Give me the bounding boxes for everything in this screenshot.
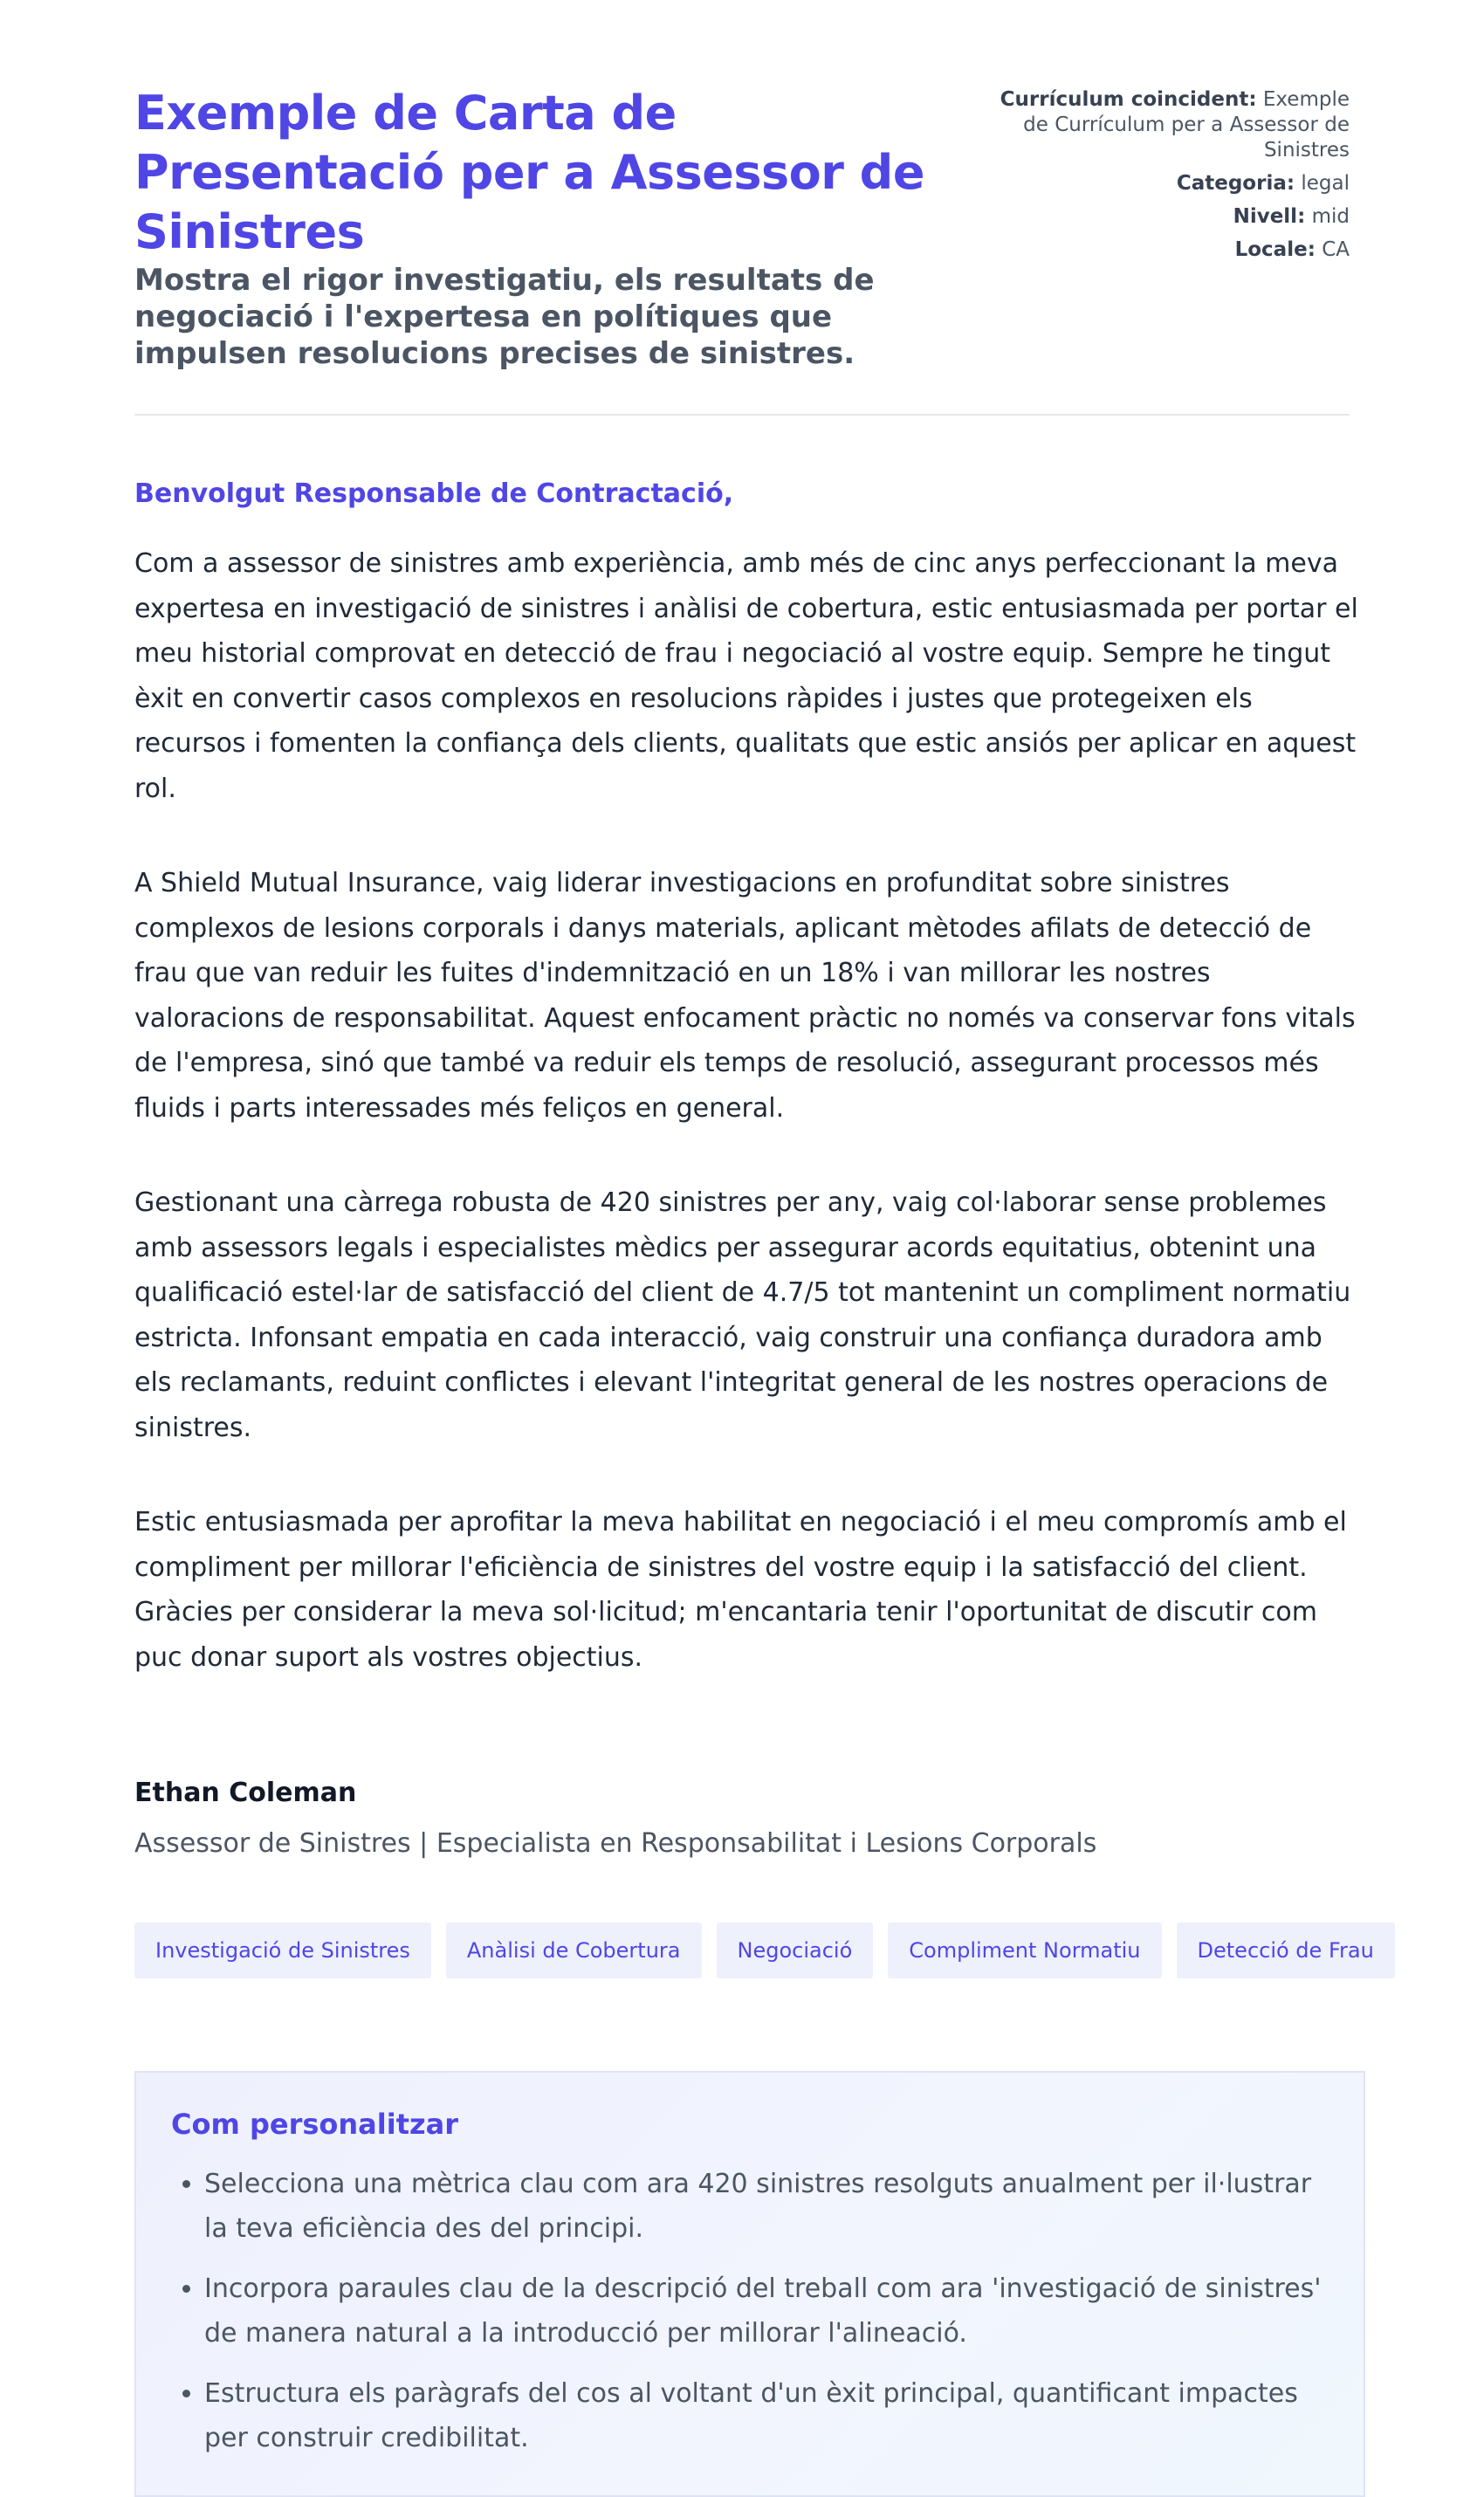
skill-tag: Anàlisi de Cobertura (446, 1923, 702, 1978)
meta-key: Nivell: (1233, 205, 1306, 228)
page-subtitle: Mostra el rigor investigatiu, els resultats de negociació i l'expertesa en polítiques que impulsen resolucions precises de sinistres. (134, 263, 875, 371)
skill-tag: Negociació (717, 1923, 874, 1978)
letter-paragraph: Gestionant una càrrega robusta de 420 sinistres per any, vaig col·laborar sense problemes amb assessors legals i especialistes mèdics per assegurar acords equitatius, obtenint una qualificació estel·lar de satisfacció del client de 4.7/5 tot mantenint un compliment normatiu estricta. Infonsant empatia en cada interacció, vaig construir una confiança duradora amb els reclamants, reduint conflictes i elevant l'integritat general de les nostres operacions de sinistres. (134, 1187, 1351, 1443)
skill-tag: Compliment Normatiu (888, 1923, 1161, 1978)
meta-key: Currículum coincident: (1000, 88, 1257, 111)
letter-paragraph: Com a assessor de sinistres amb experiència, amb més de cinc anys perfeccionant la meva expertesa en investigació de sinistres i anàlisi de cobertura, estic entusiasmada per portar el meu historial comprovat en detecció de frau i negociació al vostre equip. Sempre he tingut èxit en convertir casos complexos en resolucions ràpides i justes que protegeixen els recursos i fomenten la confiança dels clients, qualitats que estic ansiós per aplicar en aquest rol. (134, 548, 1358, 804)
meta-value: CA (1322, 238, 1350, 261)
metadata-panel (985, 84, 1350, 271)
tip-item: • Estructura els paràgrafs del cos al voltant d'un èxit principal, quantificant impactes per construir credibilitat. (204, 2371, 1329, 2460)
letter-greeting: Benvolgut Responsable de Contractació, (134, 478, 734, 509)
page-title: Exemple de Carta de Presentació per a Assessor de Sinistres (134, 86, 924, 259)
header-titles (134, 84, 985, 372)
skill-tags (134, 1923, 1374, 1978)
letter-paragraph: A Shield Mutual Insurance, vaig liderar investigacions en profunditat sobre sinistres complexos de lesions corporals i danys materials, aplicant mètodes afilats de detecció de frau que van reduir les fuites d'indemnització en un 18% i van millorar les nostres valoracions de responsabilitat. Aquest enfocament pràctic no només va conservar fons vitals de l'empresa, sinó que també va reduir els temps de resolució, assegurant processos més fluids i parts interessades més feliços en general. (134, 868, 1356, 1124)
signature-name: Ethan Coleman (134, 1778, 357, 1808)
customization-tips (134, 2071, 1365, 2497)
meta-value: Exemple de Currículum per a Assessor de Sinistres (1023, 88, 1350, 162)
letter-paragraph: Estic entusiasmada per aprofitar la meva habilitat en negociació i el meu compromís amb el compliment per millorar l'eficiència de sinistres del vostre equip i la satisfacció del client. Gràcies per considerar la meva sol·licitud; m'encantaria tenir l'oportunitat de discutir com puc donar suport als vostres objectius. (134, 1507, 1347, 1673)
meta-category (985, 171, 1350, 196)
tip-item: • Incorpora paraules clau de la descripció del treball com ara 'investigació de sinistres' de manera natural a la introducció per millorar l'alineació. (204, 2267, 1329, 2356)
tips-title: Com personalitzar (171, 2108, 458, 2141)
meta-key: Categoria: (1176, 172, 1295, 195)
signature-role: Assessor de Sinistres | Especialista en Responsabilitat i Lesions Corporals (134, 1828, 1097, 1859)
meta-value: mid (1311, 205, 1350, 228)
tips-list (171, 2162, 1329, 2460)
meta-matching-resume (985, 87, 1350, 163)
header-divider (134, 414, 1350, 416)
meta-key: Locale: (1234, 238, 1316, 261)
tip-item: • Selecciona una mètrica clau com ara 420 sinistres resolguts anualment per il·lustrar la teva eficiència des del principi. (204, 2162, 1329, 2251)
meta-level (985, 204, 1350, 230)
skill-tag: Investigació de Sinistres (134, 1923, 431, 1978)
meta-value: legal (1301, 172, 1350, 195)
skill-tag: Detecció de Frau (1177, 1923, 1395, 1978)
meta-locale (985, 237, 1350, 263)
page-header (134, 84, 1350, 372)
